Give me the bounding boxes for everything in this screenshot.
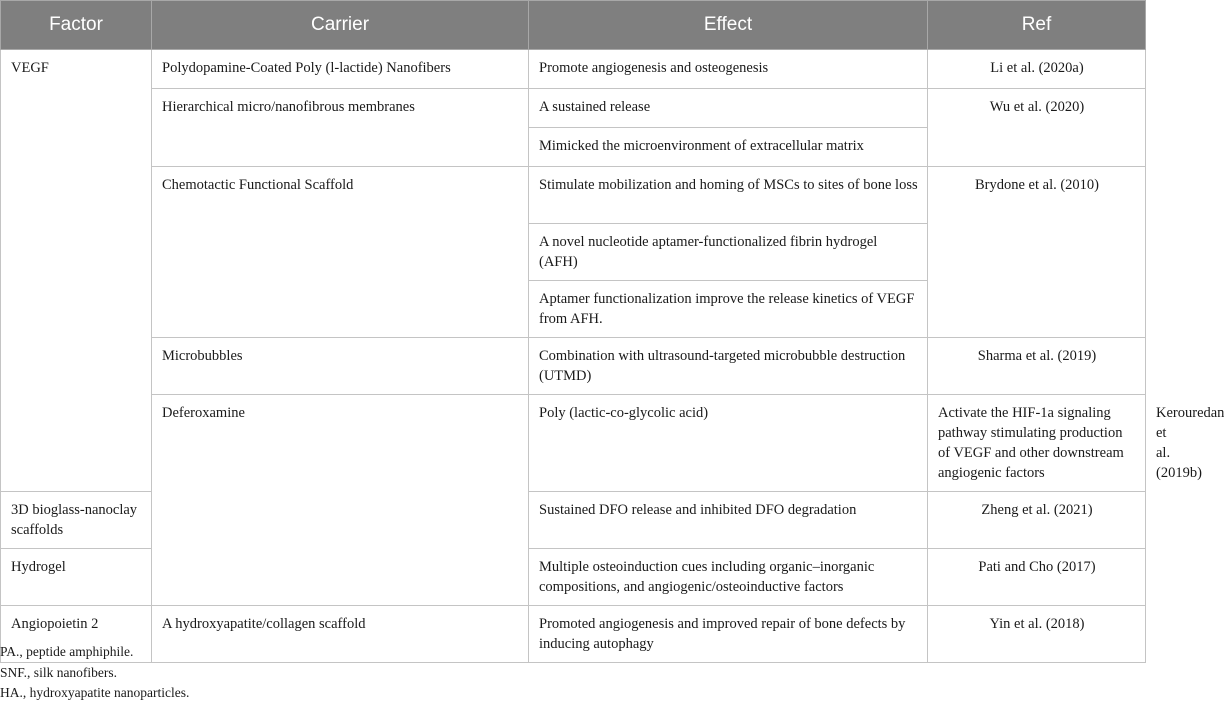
ref-cell: Yin et al. (2018) bbox=[928, 606, 1146, 663]
table-row: Deferoxamine Poly (lactic-co-glycolic acid) Activate the HIF-1a signaling pathway stimulating production of VEGF and other downstream angiogenic factors Kerouredan et al. (2019b) bbox=[1, 395, 1146, 492]
carrier-cell: Chemotactic Functional Scaffold bbox=[152, 167, 529, 338]
effect-cell: A novel nucleotide aptamer-functionalized fibrin hydrogel (AFH) bbox=[529, 224, 928, 281]
ref-cell: Brydone et al. (2010) bbox=[928, 167, 1146, 338]
carrier-cell: Polydopamine-Coated Poly (l-lactide) Nanofibers bbox=[152, 50, 529, 89]
effect-cell: Multiple osteoinduction cues including organic–inorganic compositions, and angiogenic/osteoinductive factors bbox=[529, 549, 928, 606]
table-row bbox=[1, 167, 1146, 224]
effect-cell: Stimulate mobilization and homing of MSCs to sites of bone loss bbox=[529, 167, 928, 224]
header-factor: Factor bbox=[1, 1, 152, 50]
ref-cell: Pati and Cho (2017) bbox=[928, 549, 1146, 606]
carrier-cell: Hierarchical micro/nanofibrous membranes bbox=[152, 89, 529, 167]
effect-cell: Mimicked the microenvironment of extracellular matrix bbox=[529, 128, 928, 167]
effect-cell: A sustained release bbox=[529, 89, 928, 128]
carrier-cell: 3D bioglass-nanoclay scaffolds bbox=[1, 492, 152, 549]
effect-cell: Sustained DFO release and inhibited DFO degradation bbox=[529, 492, 928, 549]
footnote-snf: SNF., silk nanofibers. bbox=[0, 664, 118, 680]
factor-cell: Angiopoietin 2 bbox=[1, 606, 152, 663]
footnote-ha: HA., hydroxyapatite nanoparticles. bbox=[0, 685, 190, 700]
ref-cell: Wu et al. (2020) bbox=[928, 89, 1146, 167]
carrier-cell: Hydrogel bbox=[1, 549, 152, 606]
table-row bbox=[1, 89, 1146, 128]
effect-cell: Activate the HIF-1a signaling pathway stimulating production of VEGF and other downstream angiogenic factors bbox=[928, 395, 1146, 492]
table-row bbox=[1, 338, 1146, 395]
effect-cell: Combination with ultrasound-targeted microbubble destruction (UTMD) bbox=[529, 338, 928, 395]
effect-cell: Aptamer functionalization improve the release kinetics of VEGF from AFH. bbox=[529, 281, 928, 338]
table-row bbox=[1, 50, 1146, 89]
effect-cell: Promote angiogenesis and osteogenesis bbox=[529, 50, 928, 89]
header-ref: Ref bbox=[928, 1, 1146, 50]
table-header-row bbox=[1, 1, 1146, 50]
carrier-cell: A hydroxyapatite/collagen scaffold bbox=[152, 606, 529, 663]
header-effect: Effect bbox=[529, 1, 928, 50]
carrier-cell: Poly (lactic-co-glycolic acid) bbox=[529, 395, 928, 492]
effect-cell: Promoted angiogenesis and improved repair of bone defects by inducing autophagy bbox=[529, 606, 928, 663]
ref-cell: Li et al. (2020a) bbox=[928, 50, 1146, 89]
factor-cell: Deferoxamine bbox=[152, 395, 529, 606]
factor-cell: VEGF bbox=[1, 50, 152, 492]
header-carrier: Carrier bbox=[152, 1, 529, 50]
ref-cell: Zheng et al. (2021) bbox=[928, 492, 1146, 549]
ref-cell: Sharma et al. (2019) bbox=[928, 338, 1146, 395]
footnote-pa: PA., peptide amphiphile. bbox=[0, 644, 134, 659]
table-footnotes bbox=[0, 642, 189, 704]
carrier-cell: Microbubbles bbox=[152, 338, 529, 395]
